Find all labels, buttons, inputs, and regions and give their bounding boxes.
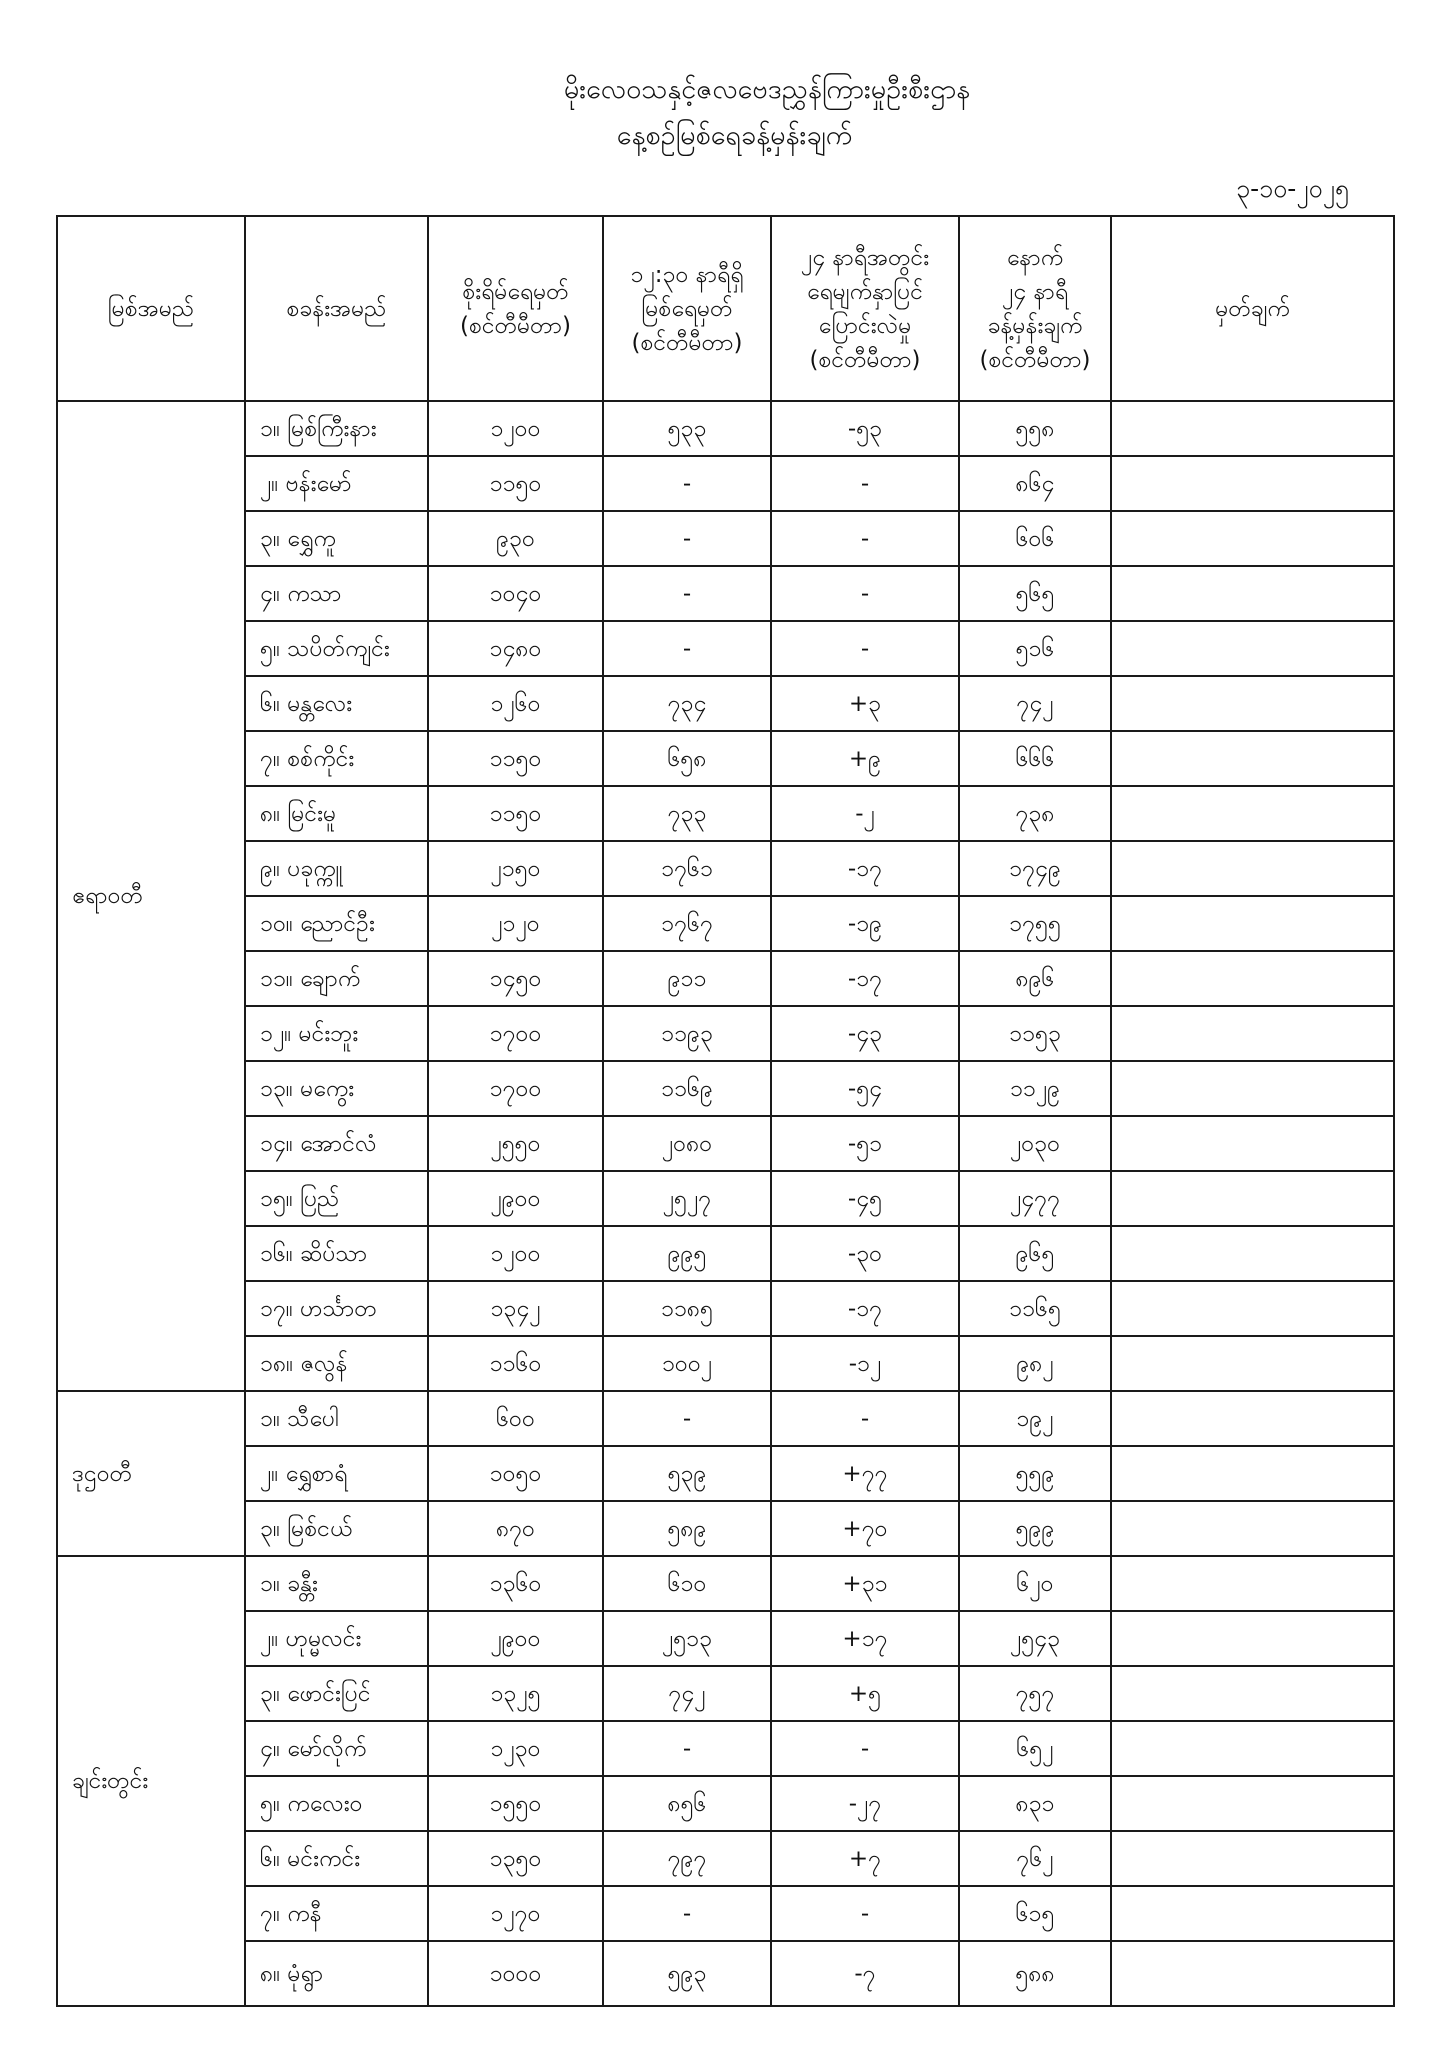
forecast-level: ၆၆၆	[959, 731, 1111, 786]
forecast-level: ၂၄၇၇	[959, 1171, 1111, 1226]
forecast-level: ၆၁၅	[959, 1886, 1111, 1941]
danger-level: ၂၅၅၀	[428, 1116, 603, 1171]
remarks	[1111, 1006, 1394, 1061]
current-level: ၅၈၉	[603, 1501, 771, 1556]
level-change: -၂၇	[771, 1776, 959, 1831]
danger-level: ၁၁၅၀	[428, 456, 603, 511]
table-row	[57, 1556, 1394, 1611]
current-level: ၅၃၉	[603, 1446, 771, 1501]
danger-level: ၂၁၅၀	[428, 841, 603, 896]
table-row	[57, 1776, 1394, 1831]
forecast-level: ၅၆၅	[959, 566, 1111, 621]
current-level: ၆၁၀	[603, 1556, 771, 1611]
remarks	[1111, 1721, 1394, 1776]
current-level: ၅၃၃	[603, 401, 771, 456]
level-change: -	[771, 621, 959, 676]
forecast-level: ၈၉၆	[959, 951, 1111, 1006]
station-name: ၃။ မြစ်ငယ်	[245, 1501, 428, 1556]
danger-level: ၁၁၅၀	[428, 786, 603, 841]
level-change: -၁၇	[771, 841, 959, 896]
level-change: +၃၁	[771, 1556, 959, 1611]
level-change: +၉	[771, 731, 959, 786]
current-level: -	[603, 1886, 771, 1941]
table-row	[57, 1281, 1394, 1336]
header-current-level: ၁၂:၃၀ နာရီရှိ မြစ်ရေမှတ် (စင်တီမီတာ)	[603, 216, 771, 401]
table-row	[57, 1666, 1394, 1721]
table-row	[57, 1061, 1394, 1116]
level-change: -၁၇	[771, 951, 959, 1006]
station-name: ၈။ မြင်းမူ	[245, 786, 428, 841]
station-name: ၅။ သပိတ်ကျင်း	[245, 621, 428, 676]
current-level: ၂၀၈၀	[603, 1116, 771, 1171]
station-name: ၃။ ဖောင်းပြင်	[245, 1666, 428, 1721]
forecast-level: ၅၅၉	[959, 1446, 1111, 1501]
station-name: ၁၈။ ဇလွန်	[245, 1336, 428, 1391]
danger-level: ၈၇၀	[428, 1501, 603, 1556]
forecast-level: ၆၂၀	[959, 1556, 1111, 1611]
level-change: -၅၁	[771, 1116, 959, 1171]
remarks	[1111, 951, 1394, 1006]
forecast-level: ၁၇၄၉	[959, 841, 1111, 896]
danger-level: ၁၃၆၀	[428, 1556, 603, 1611]
forecast-level: ၇၅၇	[959, 1666, 1111, 1721]
table-row	[57, 1941, 1394, 2006]
current-level: ၁၁၆၉	[603, 1061, 771, 1116]
current-level: ၇၃၄	[603, 676, 771, 731]
level-change: -၅၄	[771, 1061, 959, 1116]
remarks	[1111, 1501, 1394, 1556]
level-change: -	[771, 566, 959, 621]
remarks	[1111, 1941, 1394, 2006]
current-level: -	[603, 456, 771, 511]
level-change: -၁၉	[771, 896, 959, 951]
forecast-level: ၁၉၂	[959, 1391, 1111, 1446]
table-row	[57, 731, 1394, 786]
station-name: ၃။ ရွှေကူ	[245, 511, 428, 566]
table-row	[57, 456, 1394, 511]
danger-level: ၁၂၃၀	[428, 1721, 603, 1776]
current-level: ၇၃၃	[603, 786, 771, 841]
table-row	[57, 1391, 1394, 1446]
remarks	[1111, 1281, 1394, 1336]
table-row	[57, 1501, 1394, 1556]
table-row	[57, 1446, 1394, 1501]
station-name: ၇။ စစ်ကိုင်း	[245, 731, 428, 786]
station-name: ၁၀။ ညောင်ဦး	[245, 896, 428, 951]
station-name: ၂။ ဟုမ္မလင်း	[245, 1611, 428, 1666]
station-name: ၁။ ခန္တီး	[245, 1556, 428, 1611]
station-name: ၁၁။ ချောက်	[245, 951, 428, 1006]
remarks	[1111, 896, 1394, 951]
table-row	[57, 1171, 1394, 1226]
table-row	[57, 786, 1394, 841]
forecast-level: ၅၈၈	[959, 1941, 1111, 2006]
river-name: ဧရာဝတီ	[57, 401, 245, 1391]
forecast-level: ၉၆၅	[959, 1226, 1111, 1281]
danger-level: ၁၂၇၀	[428, 1886, 603, 1941]
danger-level: ၂၉၀၀	[428, 1611, 603, 1666]
danger-level: ၆၀၀	[428, 1391, 603, 1446]
forecast-level: ၁၁၅၃	[959, 1006, 1111, 1061]
current-level: ၈၅၆	[603, 1776, 771, 1831]
station-name: ၂။ ရွှေစာရံ	[245, 1446, 428, 1501]
level-change: -၂	[771, 786, 959, 841]
danger-level: ၂၉၀၀	[428, 1171, 603, 1226]
level-change: -၇	[771, 1941, 959, 2006]
current-level: ၁၇၆၇	[603, 896, 771, 951]
remarks	[1111, 676, 1394, 731]
level-change: -၅၃	[771, 401, 959, 456]
station-name: ၄။ မော်လိုက်	[245, 1721, 428, 1776]
remarks	[1111, 1391, 1394, 1446]
current-level: ၉၉၅	[603, 1226, 771, 1281]
table-row	[57, 511, 1394, 566]
header-remarks: မှတ်ချက်	[1111, 216, 1394, 401]
station-name: ၆။ မန္တလေး	[245, 676, 428, 731]
station-name: ၂။ ဗန်းမော်	[245, 456, 428, 511]
level-change: -၄၃	[771, 1006, 959, 1061]
level-change: -၃၀	[771, 1226, 959, 1281]
remarks	[1111, 1776, 1394, 1831]
remarks	[1111, 1336, 1394, 1391]
station-name: ၁၇။ ဟင်္သာတ	[245, 1281, 428, 1336]
report-date: ၃-၁၀-၂၀၂၅	[1236, 174, 1349, 203]
level-change: -၄၅	[771, 1171, 959, 1226]
remarks	[1111, 1556, 1394, 1611]
danger-level: ၁၃၄၂	[428, 1281, 603, 1336]
current-level: -	[603, 621, 771, 676]
forecast-level: ၇၃၈	[959, 786, 1111, 841]
station-name: ၆။ မင်းကင်း	[245, 1831, 428, 1886]
table-row	[57, 951, 1394, 1006]
danger-level: ၁၁၆၀	[428, 1336, 603, 1391]
danger-level: ၁၄၅၀	[428, 951, 603, 1006]
danger-level: ၁၂၀၀	[428, 401, 603, 456]
forecast-level: ၅၅၈	[959, 401, 1111, 456]
river-forecast-table	[56, 215, 1395, 2007]
forecast-level: ၈၃၁	[959, 1776, 1111, 1831]
remarks	[1111, 1171, 1394, 1226]
station-name: ၇။ ကနီ	[245, 1886, 428, 1941]
remarks	[1111, 511, 1394, 566]
table-body	[57, 401, 1394, 2006]
report-title: နေ့စဉ်မြစ်ရေခန့်မှန်းချက်	[616, 120, 853, 151]
level-change: -	[771, 1721, 959, 1776]
current-level: ၇၄၂	[603, 1666, 771, 1721]
remarks	[1111, 621, 1394, 676]
level-change: -	[771, 1886, 959, 1941]
remarks	[1111, 1446, 1394, 1501]
forecast-level: ၈၆၄	[959, 456, 1111, 511]
danger-level: ၁၂၆၀	[428, 676, 603, 731]
danger-level: ၁၁၅၀	[428, 731, 603, 786]
remarks	[1111, 1226, 1394, 1281]
forecast-level: ၆၅၂	[959, 1721, 1111, 1776]
current-level: ၅၉၃	[603, 1941, 771, 2006]
current-level: ၁၁၉၃	[603, 1006, 771, 1061]
table-row	[57, 1886, 1394, 1941]
table-header-row	[57, 216, 1394, 401]
danger-level: ၁၂၀၀	[428, 1226, 603, 1281]
station-name: ၁။ သီပေါ	[245, 1391, 428, 1446]
current-level: ၁၁၈၅	[603, 1281, 771, 1336]
current-level: ၂၅၂၇	[603, 1171, 771, 1226]
current-level: ၁၇၆၁	[603, 841, 771, 896]
current-level: -	[603, 566, 771, 621]
remarks	[1111, 401, 1394, 456]
danger-level: ၁၅၅၀	[428, 1776, 603, 1831]
station-name: ၈။ မုံရွာ	[245, 1941, 428, 2006]
level-change: -	[771, 1391, 959, 1446]
table-row	[57, 1721, 1394, 1776]
table-row	[57, 621, 1394, 676]
remarks	[1111, 456, 1394, 511]
remarks	[1111, 1666, 1394, 1721]
forecast-level: ၉၈၂	[959, 1336, 1111, 1391]
level-change: +၃	[771, 676, 959, 731]
danger-level: ၂၁၂၀	[428, 896, 603, 951]
header-river: မြစ်အမည်	[57, 216, 245, 401]
level-change: -	[771, 511, 959, 566]
danger-level: ၁၃၅၀	[428, 1831, 603, 1886]
level-change: +၅	[771, 1666, 959, 1721]
remarks	[1111, 731, 1394, 786]
table-row	[57, 401, 1394, 456]
remarks	[1111, 1116, 1394, 1171]
remarks	[1111, 1611, 1394, 1666]
table-row	[57, 1226, 1394, 1281]
danger-level: ၁၃၂၅	[428, 1666, 603, 1721]
header-danger-level: စိုးရိမ်ရေမှတ် (စင်တီမီတာ)	[428, 216, 603, 401]
forecast-level: ၆၀၆	[959, 511, 1111, 566]
remarks	[1111, 841, 1394, 896]
forecast-level: ၁၁၂၉	[959, 1061, 1111, 1116]
danger-level: ၁၇၀၀	[428, 1006, 603, 1061]
forecast-level: ၁၁၆၅	[959, 1281, 1111, 1336]
danger-level: ၁၀၀၀	[428, 1941, 603, 2006]
table-row	[57, 841, 1394, 896]
station-name: ၁၄။ အောင်လံ	[245, 1116, 428, 1171]
station-name: ၁။ မြစ်ကြီးနား	[245, 401, 428, 456]
level-change: -	[771, 456, 959, 511]
station-name: ၉။ ပခုက္ကူ	[245, 841, 428, 896]
station-name: ၁၅။ ပြည်	[245, 1171, 428, 1226]
forecast-level: ၅၁၆	[959, 621, 1111, 676]
table-row	[57, 896, 1394, 951]
current-level: ၉၁၁	[603, 951, 771, 1006]
current-level: ၇၉၇	[603, 1831, 771, 1886]
department-title: မိုးလေဝသနှင့်ဇလဗေဒညွှန်ကြားမှုဦးစီးဌာန	[563, 74, 971, 105]
header-24h-change: ၂၄ နာရီအတွင်း ရေမျက်နှာပြင် ပြောင်းလဲမှု (စင်တီမီတာ)	[771, 216, 959, 401]
current-level: -	[603, 511, 771, 566]
river-name: ဒုဌဝတီ	[57, 1391, 245, 1556]
station-name: ၁၃။ မကွေး	[245, 1061, 428, 1116]
level-change: -၁၂	[771, 1336, 959, 1391]
danger-level: ၁၄၈၀	[428, 621, 603, 676]
river-name: ချင်းတွင်း	[57, 1556, 245, 2006]
current-level: -	[603, 1721, 771, 1776]
table-row	[57, 1006, 1394, 1061]
remarks	[1111, 1831, 1394, 1886]
station-name: ၄။ ကသာ	[245, 566, 428, 621]
remarks	[1111, 1886, 1394, 1941]
table-row	[57, 1831, 1394, 1886]
danger-level: ၁၀၄၀	[428, 566, 603, 621]
table-row	[57, 566, 1394, 621]
station-name: ၁၂။ မင်းဘူး	[245, 1006, 428, 1061]
danger-level: ၉၃၀	[428, 511, 603, 566]
current-level: ၂၅၁၃	[603, 1611, 771, 1666]
remarks	[1111, 786, 1394, 841]
current-level: ၆၅၈	[603, 731, 771, 786]
header-station: စခန်းအမည်	[245, 216, 428, 401]
level-change: +၁၇	[771, 1611, 959, 1666]
header-24h-forecast: နောက် ၂၄ နာရီ ခန့်မှန်းချက် (စင်တီမီတာ)	[959, 216, 1111, 401]
level-change: +၇၇	[771, 1446, 959, 1501]
level-change: -၁၇	[771, 1281, 959, 1336]
forecast-level: ၇၄၂	[959, 676, 1111, 731]
table-row	[57, 1116, 1394, 1171]
forecast-level: ၂၅၄၃	[959, 1611, 1111, 1666]
table-row	[57, 1611, 1394, 1666]
forecast-level: ၅၉၉	[959, 1501, 1111, 1556]
station-name: ၁၆။ ဆိပ်သာ	[245, 1226, 428, 1281]
forecast-level: ၇၆၂	[959, 1831, 1111, 1886]
station-name: ၅။ ကလေးဝ	[245, 1776, 428, 1831]
remarks	[1111, 1061, 1394, 1116]
danger-level: ၁၀၅၀	[428, 1446, 603, 1501]
danger-level: ၁၇၀၀	[428, 1061, 603, 1116]
level-change: +၇	[771, 1831, 959, 1886]
table-row	[57, 1336, 1394, 1391]
current-level: -	[603, 1391, 771, 1446]
forecast-level: ၁၇၅၅	[959, 896, 1111, 951]
level-change: +၇၀	[771, 1501, 959, 1556]
remarks	[1111, 566, 1394, 621]
table-row	[57, 676, 1394, 731]
current-level: ၁၀၀၂	[603, 1336, 771, 1391]
forecast-level: ၂၀၃၀	[959, 1116, 1111, 1171]
